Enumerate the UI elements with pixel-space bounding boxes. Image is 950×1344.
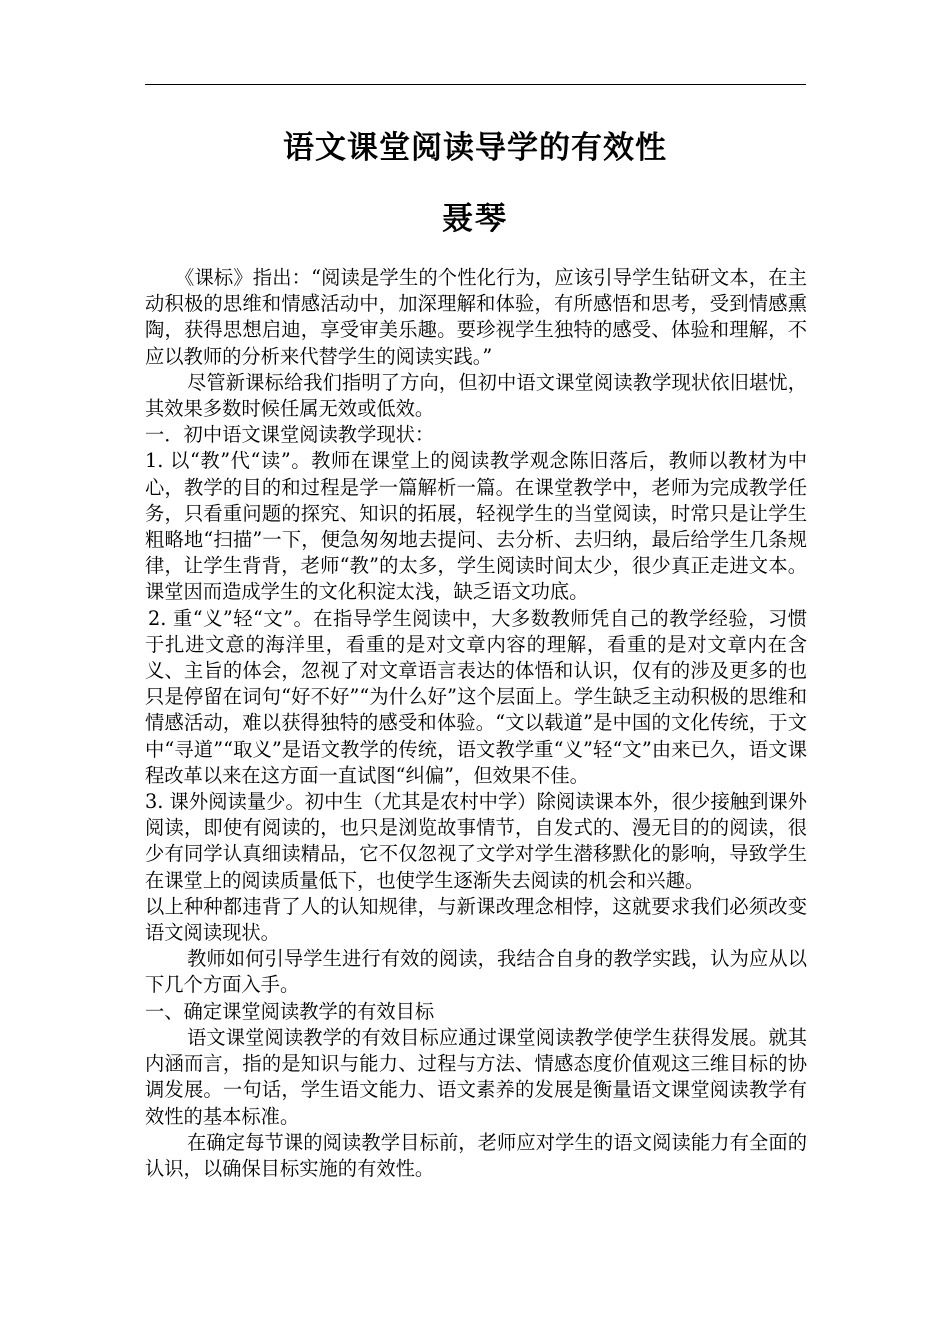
paragraph: 2. 重“义”轻“文”。在指导学生阅读中，大多数教师凭自己的教学经验，习惯于扎进文意的海洋里，看重的是对文章内容的理解，看重的是对文章内在含义、主旨的体会，忽视了对文章语言表达的体悟和认识，仅有的涉及更多的也只是停留在词句“好不好”“为什么好”这个层面上。学生缺乏主动积极的思维和情感活动，难以获得独特的感受和体验。“文以载道”是中国的文化传统，于文中“寻道”“取义”是语文教学的传统，语文教学重“义”轻“文”由来已久，语文课程改革以来在这方面一直试图“纠偏”，但效果不佳。 [145,606,807,787]
document-author: 聂琴 [442,201,508,237]
document-body [145,265,807,1182]
paragraph: 语文课堂阅读教学的有效目标应通过课堂阅读教学使学生获得发展。就其内涵而言，指的是知识与能力、过程与方法、情感态度价值观这三维目标的协调发展。一句话，学生语文能力、语文素养的发展是衡量语文课堂阅读教学有效性的基本标准。 [145,1025,807,1128]
paragraph: 教师如何引导学生进行有效的阅读，我结合自身的教学实践，认为应从以下几个方面入手。 [145,947,807,997]
paragraph: 《课标》指出：“阅读是学生的个性化行为，应该引导学生钻研文本，在主动积极的思维和情感活动中，加深理解和体验，有所感悟和思考，受到情感熏陶，获得思想启迪，享受审美乐趣。要珍视学生独特的感受、体验和理解，不应以教师的分析来代替学生的阅读实践。” [145,266,807,368]
header-rule [145,84,806,85]
paragraph: 以上种种都违背了人的认知规律，与新课改理念相悖，这就要求我们必须改变语文阅读现状。 [145,894,807,945]
paragraph: 在确定每节课的阅读教学目标前，老师应对学生的语文阅读能力有全面的认识，以确保目标实施的有效性。 [145,1130,807,1180]
document-title: 语文课堂阅读导学的有效性 [283,130,667,166]
section-heading: 一、确定课堂阅读教学的有效目标 [145,999,435,1023]
section-heading: 一．初中语文课堂阅读教学现状： [145,423,435,447]
paragraph: 尽管新课标给我们指明了方向，但初中语文课堂阅读教学现状依旧堪忧，其效果多数时候任属无效或低效。 [145,370,807,421]
paragraph: 1. 以“教”代“读”。教师在课堂上的阅读教学观念陈旧落后，教师以教材为中心，教学的目的和过程是学一篇解析一篇。在课堂教学中，老师为完成教学任务，只看重问题的探究、知识的拓展，轻视学生的当堂阅读，时常只是让学生粗略地“扫描”一下，便急匆匆地去提问、去分析、去归纳，最后给学生几条规律，让学生背背，老师“教”的太多，学生阅读时间太少，很少真正走进文本。课堂因而造成学生的文化积淀太浅，缺乏语文功底。 [145,449,807,604]
paragraph: 3. 课外阅读量少。初中生（尤其是农村中学）除阅读课本外，很少接触到课外阅读，即使有阅读的，也只是浏览故事情节，自发式的、漫无目的的阅读，很少有同学认真细读精品，它不仅忽视了文学对学生潜移默化的影响，导致学生在课堂上的阅读质量低下，也使学生逐渐失去阅读的机会和兴趣。 [145,790,807,892]
